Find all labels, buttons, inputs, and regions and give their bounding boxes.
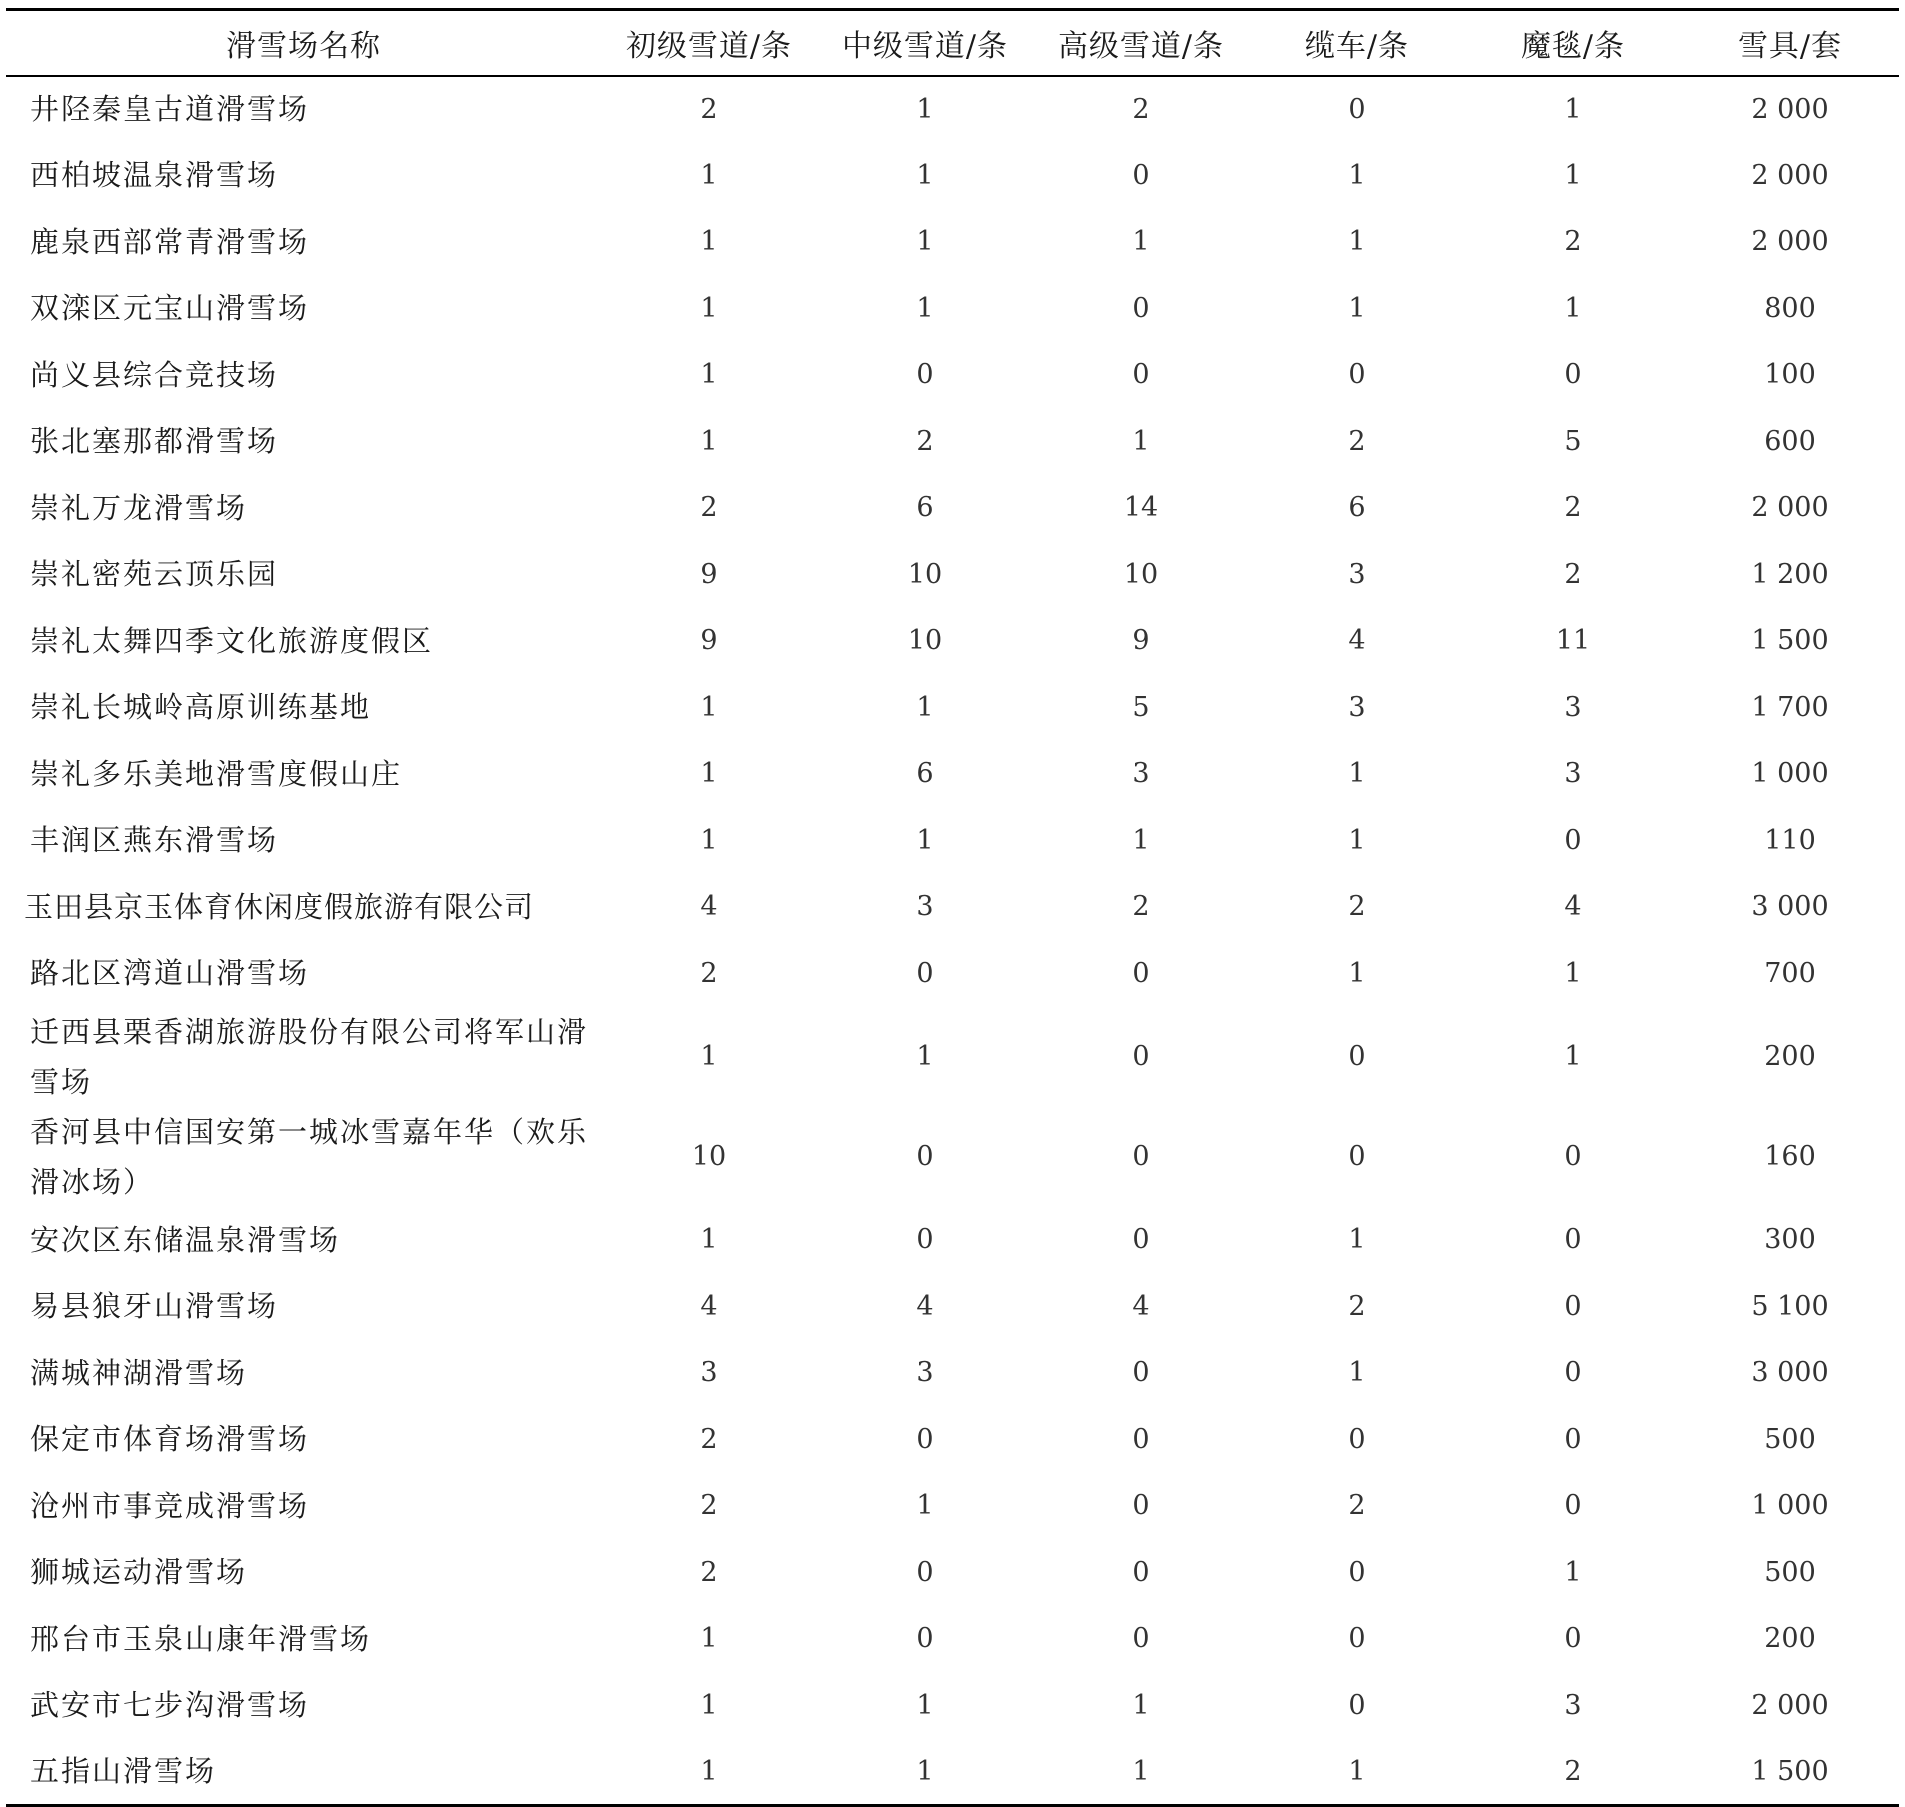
beginner-runs-cell: 1 (700, 691, 718, 723)
magic-carpets-cell: 1 (1564, 93, 1582, 125)
ski-equipment-cell: 1 000 (1751, 1490, 1829, 1522)
cable-cars-cell: 0 (1348, 1423, 1366, 1455)
table-row (6, 342, 1899, 409)
ski-equipment-cell: 600 (1764, 425, 1816, 457)
advanced-runs-cell: 2 (1132, 891, 1150, 923)
ski-equipment-cell: 1 700 (1751, 691, 1829, 723)
beginner-runs-cell: 3 (700, 1357, 718, 1389)
ski-equipment-cell: 700 (1764, 957, 1816, 989)
cable-cars-cell: 1 (1348, 159, 1366, 191)
intermediate-runs-cell: 0 (916, 1623, 934, 1655)
intermediate-runs-cell: 0 (916, 1224, 934, 1256)
ski-equipment-cell: 300 (1764, 1224, 1816, 1256)
ski-equipment-cell: 200 (1764, 1623, 1816, 1655)
ski-equipment-cell: 2 000 (1751, 159, 1829, 191)
intermediate-runs-cell: 1 (916, 1490, 934, 1522)
ski-resort-table-container (6, 8, 1899, 1807)
resort-name-cell: 双滦区元宝山滑雪场 (30, 291, 310, 326)
table-row (6, 275, 1899, 342)
magic-carpets-cell: 4 (1564, 891, 1582, 923)
table-row (6, 408, 1899, 475)
table-row (6, 1007, 1899, 1107)
table-row (6, 1672, 1899, 1739)
beginner-runs-cell: 2 (700, 957, 718, 989)
table-row (6, 541, 1899, 608)
magic-carpets-cell: 2 (1564, 558, 1582, 590)
magic-carpets-cell: 3 (1564, 1689, 1582, 1721)
intermediate-runs-cell: 0 (916, 1556, 934, 1588)
ski-equipment-cell: 160 (1764, 1141, 1816, 1172)
table-row (6, 1207, 1899, 1274)
advanced-runs-cell: 14 (1123, 492, 1159, 524)
resort-name-cell: 武安市七步沟滑雪场 (30, 1688, 310, 1723)
cable-cars-cell: 6 (1348, 492, 1366, 524)
cable-cars-cell: 1 (1348, 957, 1366, 989)
resort-name-cell: 崇礼长城岭高原训练基地 (30, 690, 372, 725)
intermediate-runs-cell: 6 (916, 758, 934, 790)
magic-carpets-cell: 1 (1564, 1041, 1582, 1072)
advanced-runs-cell: 1 (1033, 1739, 1249, 1806)
beginner-runs-cell: 4 (700, 891, 718, 923)
cable-cars-cell: 1 (1348, 1224, 1366, 1256)
ski-equipment-cell: 110 (1764, 824, 1816, 856)
intermediate-runs-cell: 1 (916, 691, 934, 723)
table-row (6, 608, 1899, 675)
table-header (6, 10, 1899, 76)
beginner-runs-cell: 1 (700, 159, 718, 191)
cable-cars-cell: 1 (1348, 292, 1366, 324)
intermediate-runs-cell: 1 (916, 1689, 934, 1721)
table-row (6, 76, 1899, 143)
magic-carpets-cell: 0 (1564, 1423, 1582, 1455)
resort-name-cell: 保定市体育场滑雪场 (30, 1422, 310, 1457)
intermediate-runs-cell: 1 (916, 226, 934, 258)
advanced-runs-cell: 0 (1132, 359, 1150, 391)
advanced-runs-cell: 1 (1132, 1689, 1150, 1721)
table-row (6, 1473, 1899, 1540)
advanced-runs-cell: 0 (1132, 1224, 1150, 1256)
intermediate-runs-cell: 1 (916, 93, 934, 125)
cable-cars-cell: 0 (1348, 1041, 1366, 1072)
cable-cars-cell: 3 (1348, 691, 1366, 723)
advanced-runs-cell: 5 (1132, 691, 1150, 723)
beginner-runs-cell: 4 (700, 1290, 718, 1322)
advanced-runs-cell: 0 (1132, 1490, 1150, 1522)
beginner-runs-cell: 2 (700, 1490, 718, 1522)
ski-equipment-cell: 3 000 (1751, 891, 1829, 923)
cable-cars-cell: 0 (1348, 1623, 1366, 1655)
table-row (6, 674, 1899, 741)
beginner-runs-cell: 10 (691, 1141, 727, 1172)
advanced-runs-cell: 1 (1132, 226, 1150, 258)
beginner-runs-cell: 1 (700, 1041, 718, 1072)
ski-equipment-cell: 2 000 (1751, 492, 1829, 524)
beginner-runs-cell: 1 (700, 824, 718, 856)
magic-carpets-cell: 3 (1564, 691, 1582, 723)
beginner-runs-cell: 2 (700, 492, 718, 524)
table-row (6, 1406, 1899, 1473)
beginner-runs-cell: 9 (700, 558, 718, 590)
advanced-runs-cell: 2 (1132, 93, 1150, 125)
ski-equipment-cell: 500 (1764, 1423, 1816, 1455)
magic-carpets-cell: 0 (1564, 359, 1582, 391)
magic-carpets-cell: 3 (1564, 758, 1582, 790)
magic-carpets-cell: 1 (1564, 159, 1582, 191)
cable-cars-cell: 1 (1348, 758, 1366, 790)
table-row (6, 1340, 1899, 1407)
intermediate-runs-cell: 0 (916, 1423, 934, 1455)
cable-cars-cell: 0 (1348, 1141, 1366, 1172)
resort-name-cell: 五指山滑雪场 (6, 1739, 601, 1806)
beginner-runs-cell: 1 (700, 359, 718, 391)
cable-cars-cell: 4 (1348, 625, 1366, 657)
advanced-runs-cell: 10 (1123, 558, 1159, 590)
ski-equipment-cell: 2 000 (1751, 93, 1829, 125)
resort-name-cell: 安次区东储温泉滑雪场 (30, 1222, 341, 1257)
ski-equipment-cell: 2 000 (1751, 226, 1829, 258)
ski-equipment-cell: 1 500 (1681, 1739, 1899, 1806)
magic-carpets-cell: 0 (1564, 1357, 1582, 1389)
table-row (6, 874, 1899, 941)
magic-carpets-cell: 0 (1564, 1623, 1582, 1655)
ski-equipment-cell: 100 (1764, 359, 1816, 391)
resort-name-cell: 尚义县综合竞技场 (30, 357, 279, 392)
advanced-runs-cell: 0 (1132, 1623, 1150, 1655)
advanced-runs-cell: 1 (1132, 824, 1150, 856)
ski-equipment-cell: 2 000 (1751, 1689, 1829, 1721)
advanced-runs-cell: 1 (1132, 425, 1150, 457)
beginner-runs-cell: 1 (700, 425, 718, 457)
table-row (6, 807, 1899, 874)
cable-cars-cell: 0 (1348, 1556, 1366, 1588)
header-row (6, 10, 1899, 76)
magic-carpets-cell: 2 (1564, 492, 1582, 524)
advanced-runs-cell: 0 (1132, 1357, 1150, 1389)
ski-equipment-cell: 1 000 (1751, 758, 1829, 790)
table-row (6, 1606, 1899, 1673)
intermediate-runs-cell: 1 (916, 824, 934, 856)
beginner-runs-cell: 2 (700, 93, 718, 125)
magic-carpets-cell: 2 (1564, 226, 1582, 258)
intermediate-runs-cell: 10 (907, 625, 943, 657)
magic-carpets-cell: 1 (1564, 1556, 1582, 1588)
advanced-runs-cell: 9 (1132, 625, 1150, 657)
magic-carpets-cell: 0 (1564, 1141, 1582, 1172)
ski-resort-table (6, 8, 1899, 1807)
intermediate-runs-cell: 3 (916, 891, 934, 923)
magic-carpets-cell: 0 (1564, 824, 1582, 856)
beginner-runs-cell: 1 (700, 758, 718, 790)
header-ski-equipment: 雪具/套 (1681, 10, 1899, 76)
ski-equipment-cell: 1 500 (1751, 625, 1829, 657)
resort-name-cell: 鹿泉西部常青滑雪场 (30, 224, 310, 259)
intermediate-runs-cell: 3 (916, 1357, 934, 1389)
cable-cars-cell: 2 (1348, 891, 1366, 923)
intermediate-runs-cell: 6 (916, 492, 934, 524)
cable-cars-cell: 0 (1348, 359, 1366, 391)
beginner-runs-cell: 1 (700, 1224, 718, 1256)
table-row (6, 475, 1899, 542)
resort-name-cell: 井陉秦皇古道滑雪场 (30, 92, 310, 127)
cable-cars-cell: 0 (1348, 1689, 1366, 1721)
beginner-runs-cell: 1 (601, 1739, 817, 1806)
resort-name-cell: 沧州市事竞成滑雪场 (30, 1488, 310, 1523)
advanced-runs-cell: 0 (1132, 957, 1150, 989)
intermediate-runs-cell: 1 (916, 292, 934, 324)
beginner-runs-cell: 1 (700, 226, 718, 258)
table-row (6, 741, 1899, 808)
cable-cars-cell: 3 (1348, 558, 1366, 590)
ski-equipment-cell: 3 000 (1751, 1357, 1829, 1389)
header-beginner-runs: 初级雪道/条 (601, 10, 817, 76)
advanced-runs-cell: 0 (1132, 1423, 1150, 1455)
header-intermediate-runs: 中级雪道/条 (817, 10, 1033, 76)
ski-equipment-cell: 1 200 (1751, 558, 1829, 590)
resort-name-cell: 张北塞那都滑雪场 (30, 424, 279, 459)
intermediate-runs-cell: 4 (916, 1290, 934, 1322)
resort-name-cell: 迁西县栗香湖旅游股份有限公司将军山滑雪场 (30, 1014, 589, 1099)
magic-carpets-cell: 1 (1564, 957, 1582, 989)
advanced-runs-cell: 0 (1132, 1556, 1150, 1588)
intermediate-runs-cell: 1 (916, 1041, 934, 1072)
advanced-runs-cell: 0 (1132, 1041, 1150, 1072)
advanced-runs-cell: 0 (1132, 1141, 1150, 1172)
resort-name-cell: 香河县中信国安第一城冰雪嘉年华（欢乐滑冰场） (30, 1114, 589, 1199)
table-row (6, 1107, 1899, 1207)
table-row (6, 1273, 1899, 1340)
table-row (6, 1539, 1899, 1606)
resort-name-cell: 西柏坡温泉滑雪场 (30, 158, 279, 193)
cable-cars-cell: 1 (1348, 1357, 1366, 1389)
header-advanced-runs: 高级雪道/条 (1033, 10, 1249, 76)
cable-cars-cell: 2 (1348, 425, 1366, 457)
advanced-runs-cell: 4 (1132, 1290, 1150, 1322)
advanced-runs-cell: 3 (1132, 758, 1150, 790)
table-row (6, 142, 1899, 209)
magic-carpets-cell: 0 (1564, 1290, 1582, 1322)
magic-carpets-cell: 11 (1555, 625, 1591, 657)
resort-name-cell: 崇礼多乐美地滑雪度假山庄 (30, 756, 403, 791)
header-magic-carpets: 魔毯/条 (1465, 10, 1681, 76)
resort-name-cell: 崇礼太舞四季文化旅游度假区 (30, 623, 434, 658)
beginner-runs-cell: 2 (700, 1556, 718, 1588)
cable-cars-cell: 0 (1348, 93, 1366, 125)
cable-cars-cell: 1 (1249, 1739, 1465, 1806)
magic-carpets-cell: 2 (1465, 1739, 1681, 1806)
resort-name-cell: 崇礼密苑云顶乐园 (30, 557, 279, 592)
resort-name-cell: 易县狼牙山滑雪场 (30, 1289, 279, 1324)
intermediate-runs-cell: 0 (916, 359, 934, 391)
cable-cars-cell: 1 (1348, 824, 1366, 856)
resort-name-cell: 邢台市玉泉山康年滑雪场 (30, 1621, 372, 1656)
cable-cars-cell: 2 (1348, 1290, 1366, 1322)
advanced-runs-cell: 0 (1132, 159, 1150, 191)
magic-carpets-cell: 5 (1564, 425, 1582, 457)
header-resort-name: 滑雪场名称 (6, 10, 601, 76)
beginner-runs-cell: 1 (700, 1623, 718, 1655)
resort-name-cell: 路北区湾道山滑雪场 (30, 956, 310, 991)
intermediate-runs-cell: 0 (916, 1141, 934, 1172)
table-row (6, 209, 1899, 276)
resort-name-cell: 狮城运动滑雪场 (30, 1555, 248, 1590)
intermediate-runs-cell: 0 (916, 957, 934, 989)
header-cable-cars: 缆车/条 (1249, 10, 1465, 76)
intermediate-runs-cell: 2 (916, 425, 934, 457)
intermediate-runs-cell: 1 (916, 159, 934, 191)
table-row (6, 940, 1899, 1007)
cable-cars-cell: 1 (1348, 226, 1366, 258)
ski-equipment-cell: 500 (1764, 1556, 1816, 1588)
beginner-runs-cell: 2 (700, 1423, 718, 1455)
ski-equipment-cell: 800 (1764, 292, 1816, 324)
table-row (6, 1739, 1899, 1806)
magic-carpets-cell: 0 (1564, 1490, 1582, 1522)
resort-name-cell: 玉田县京玉体育休闲度假旅游有限公司 (24, 889, 535, 924)
table-body (6, 76, 1899, 1806)
beginner-runs-cell: 1 (700, 292, 718, 324)
ski-equipment-cell: 200 (1764, 1041, 1816, 1072)
intermediate-runs-cell: 10 (907, 558, 943, 590)
intermediate-runs-cell: 1 (817, 1739, 1033, 1806)
resort-name-cell: 崇礼万龙滑雪场 (30, 490, 248, 525)
ski-equipment-cell: 5 100 (1751, 1290, 1829, 1322)
magic-carpets-cell: 0 (1564, 1224, 1582, 1256)
beginner-runs-cell: 1 (700, 1689, 718, 1721)
resort-name-cell: 丰润区燕东滑雪场 (30, 823, 279, 858)
beginner-runs-cell: 9 (700, 625, 718, 657)
resort-name-cell: 满城神湖滑雪场 (30, 1355, 248, 1390)
cable-cars-cell: 2 (1348, 1490, 1366, 1522)
magic-carpets-cell: 1 (1564, 292, 1582, 324)
advanced-runs-cell: 0 (1132, 292, 1150, 324)
